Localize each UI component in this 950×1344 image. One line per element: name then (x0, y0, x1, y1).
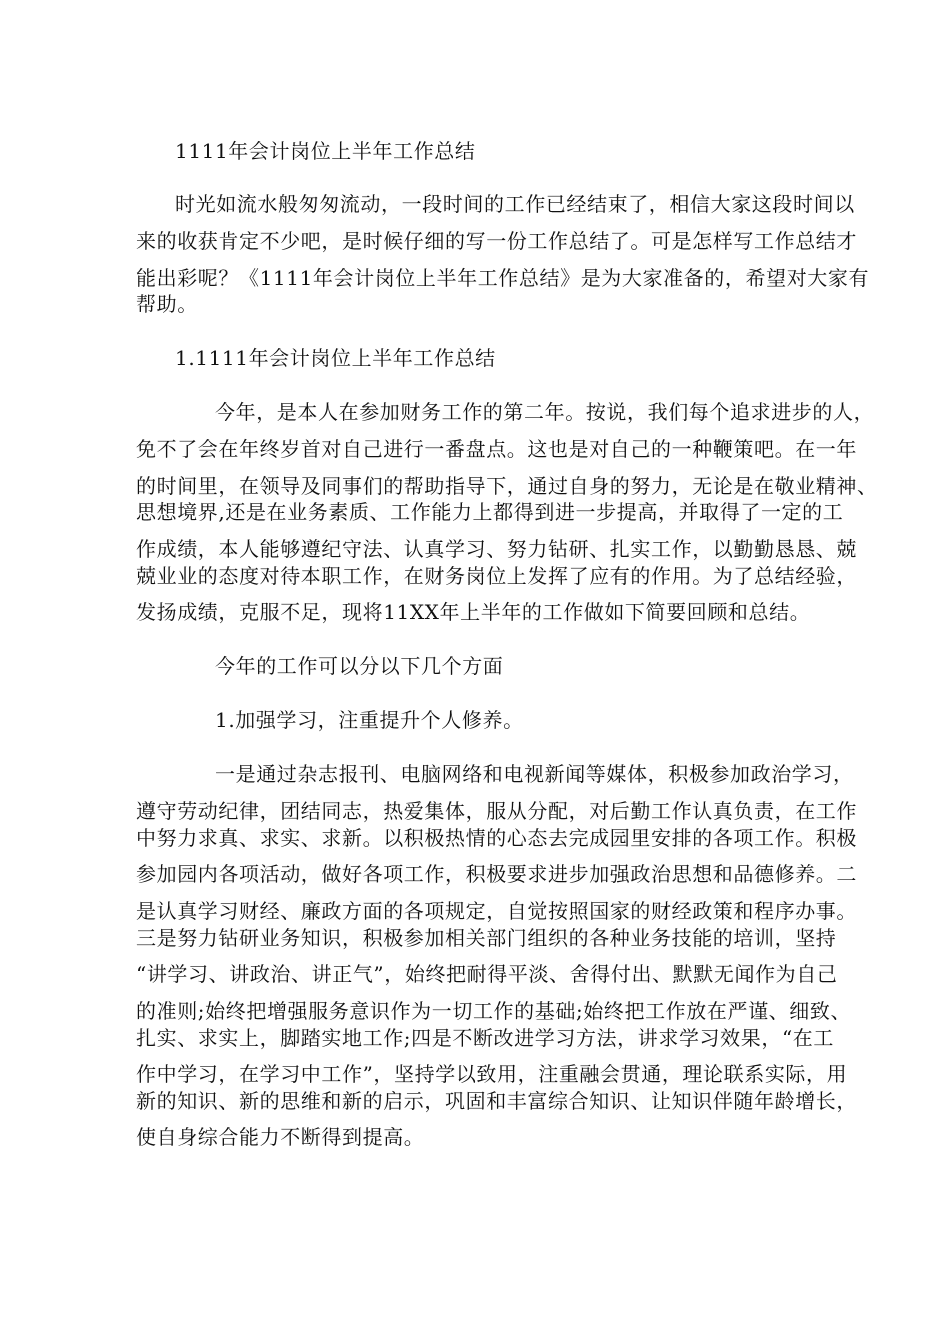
document-title: 1111年会计岗位上半年工作总结 (175, 139, 476, 163)
section-heading: 1.1111年会计岗位上半年工作总结 (175, 346, 496, 370)
para2-line-2: 遵守劳动纪律，团结同志，热爱集体，服从分配，对后勤工作认真负责，在工作 (136, 799, 857, 823)
para2-line-8: 的准则;始终把增强服务意识作为一切工作的基础;始终把工作放在严谨、细致、 (136, 999, 852, 1023)
para2-line-11: 新的知识、新的思维和新的启示，巩固和丰富综合知识、让知识伴随年龄增长， (136, 1089, 857, 1113)
para1-line-7: 发扬成绩，克服不足，现将11XX年上半年的工作做如下简要回顾和总结。 (136, 600, 811, 624)
para2-line-10: 作中学习，在学习中工作”，坚持学以致用，注重融会贯通，理论联系实际，用 (136, 1062, 848, 1086)
para2-line-9: 扎实、求实上，脚踏实地工作;四是不断改进学习方法，讲求学习效果，“在工 (136, 1026, 834, 1050)
intro-line-4: 帮助。 (136, 292, 198, 316)
para1-line-2: 免不了会在年终岁首对自己进行一番盘点。这也是对自己的一种鞭策吧。在一年 (136, 437, 857, 461)
para2-line-5: 是认真学习财经、廉政方面的各项规定，自觉按照国家的财经政策和程序办事。 (136, 899, 857, 923)
item1-heading: 1.加强学习，注重提升个人修养。 (215, 708, 524, 732)
para2-line-3: 中努力求真、求实、求新。以积极热情的心态去完成园里安排的各项工作。积极 (136, 826, 857, 850)
para2-line-12: 使自身综合能力不断得到提高。 (136, 1125, 425, 1149)
intro-line-2: 来的收获肯定不少吧，是时候仔细的写一份工作总结了。可是怎样写工作总结才 (136, 229, 857, 253)
aspects-intro: 今年的工作可以分以下几个方面 (215, 654, 504, 678)
para2-line-6: 三是努力钻研业务知识，积极参加相关部门组织的各种业务技能的培训，坚持 (136, 926, 837, 950)
para2-line-1: 一是通过杂志报刊、电脑网络和电视新闻等媒体，积极参加政治学习， (215, 762, 854, 786)
para1-line-6: 兢业业的态度对待本职工作，在财务岗位上发挥了应有的作用。为了总结经验， (136, 564, 857, 588)
intro-line-1: 时光如流水般匆匆流动，一段时间的工作已经结束了，相信大家这段时间以 (175, 192, 855, 216)
intro-line-3: 能出彩呢？《1111年会计岗位上半年工作总结》是为大家准备的，希望对大家有 (136, 266, 870, 290)
para1-line-1: 今年，是本人在参加财务工作的第二年。按说，我们每个追求进步的人， (215, 400, 875, 424)
para1-line-5: 作成绩，本人能够遵纪守法、认真学习、努力钻研、扎实工作，以勤勤恳恳、兢 (136, 537, 857, 561)
para2-line-7: “讲学习、讲政治、讲正气”，始终把耐得平淡、舍得付出、默默无闻作为自己 (136, 962, 838, 986)
para1-line-3: 的时间里，在领导及同事们的帮助指导下，通过自身的努力，无论是在敬业精神、 (136, 474, 878, 498)
para1-line-4: 思想境界,还是在业务素质、工作能力上都得到进一步提高，并取得了一定的工 (136, 500, 844, 524)
para2-line-4: 参加园内各项活动，做好各项工作，积极要求进步加强政治思想和品德修养。二 (136, 862, 857, 886)
